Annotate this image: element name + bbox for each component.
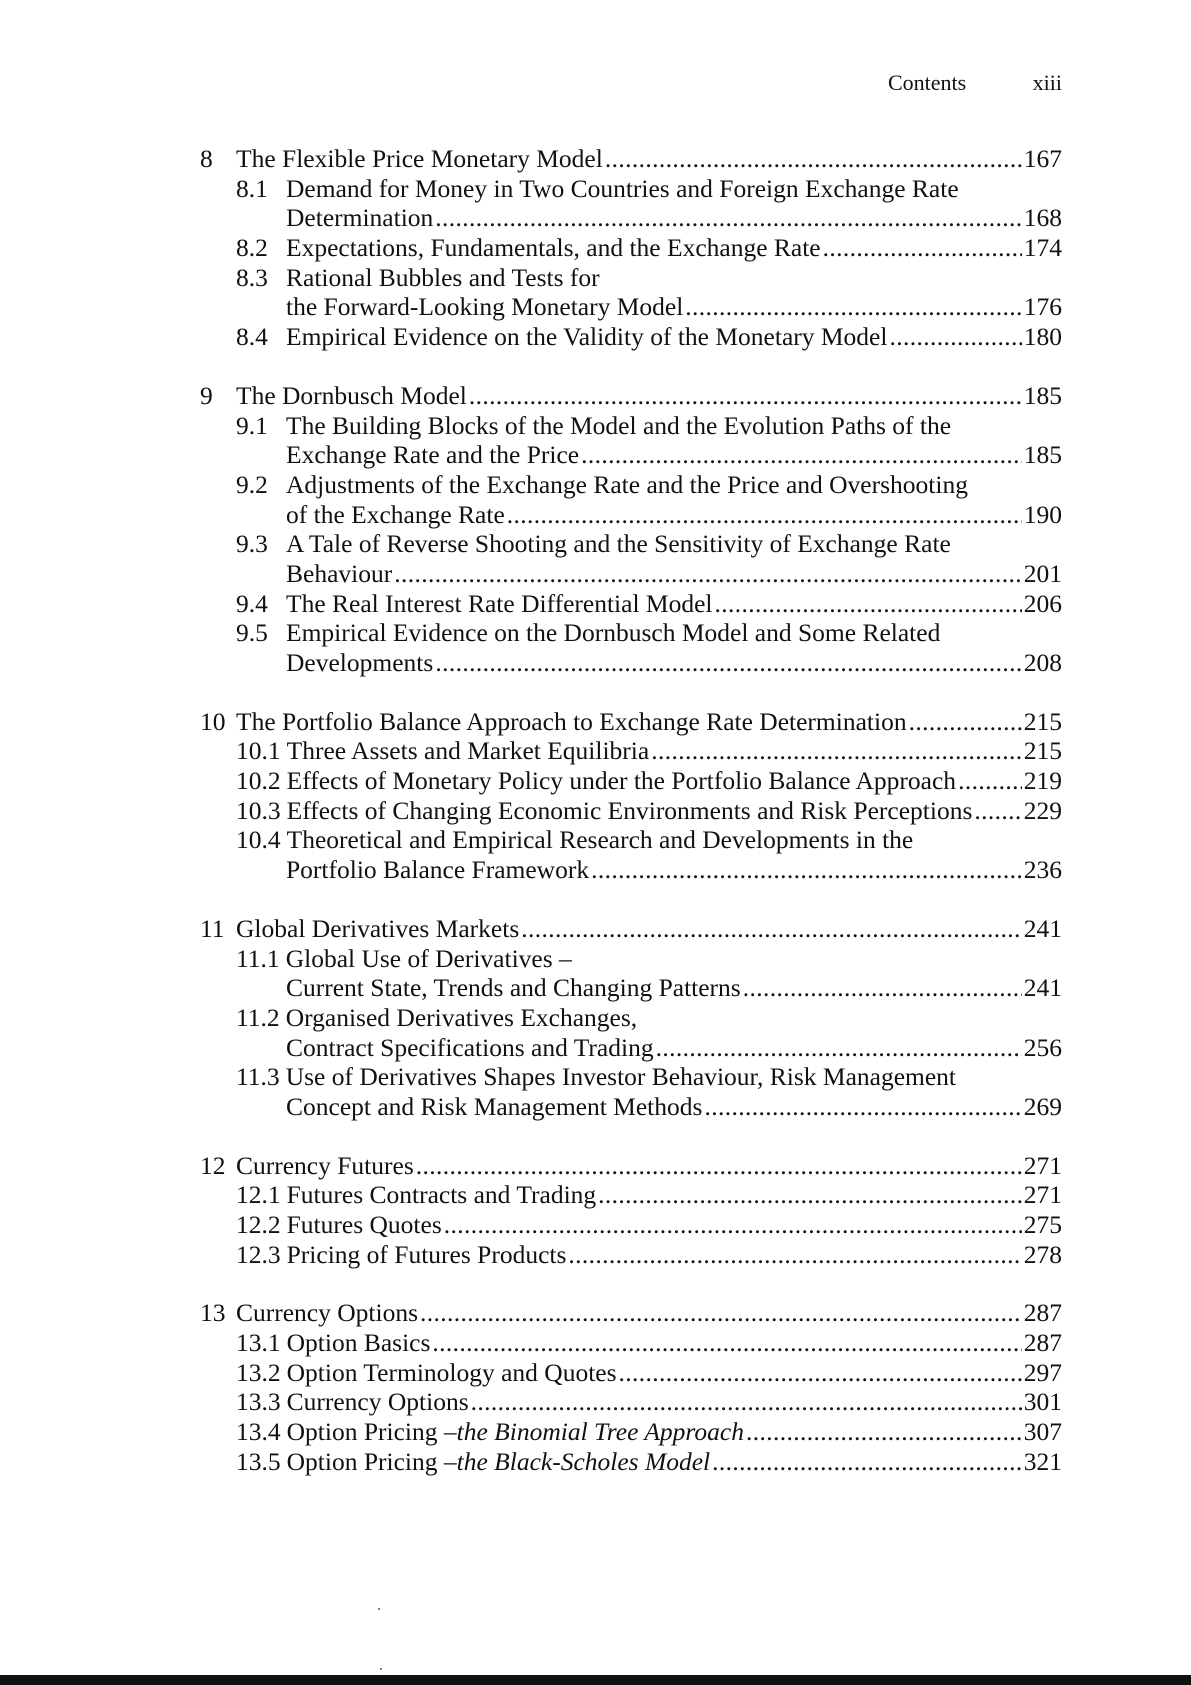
chapter-title: Currency Options: [236, 1298, 419, 1328]
chapter-number: 12: [200, 1150, 226, 1180]
section-title-italic: the Binomial Tree Approach: [456, 1417, 744, 1447]
toc-section-line[interactable]: [236, 1003, 1062, 1033]
toc-section-continuation[interactable]: [286, 648, 1062, 678]
leader-dots: [704, 1092, 1021, 1122]
section-title: Portfolio Balance Framework: [286, 855, 590, 885]
section-title: Organised Derivatives Exchanges,: [285, 1002, 638, 1032]
section-page-number: 219: [1023, 766, 1062, 796]
toc-chapter-line[interactable]: [200, 914, 1062, 944]
section-number: 9.3: [236, 529, 268, 559]
section-number: 12.2: [236, 1210, 281, 1239]
section-title: Futures Quotes: [286, 1210, 442, 1239]
section-number: 8.2: [236, 233, 268, 263]
toc-section-line[interactable]: [236, 796, 1062, 826]
toc-chapter: [200, 381, 1062, 678]
section-page-number: 271: [1023, 1180, 1062, 1210]
toc-section-line[interactable]: [236, 529, 1062, 559]
leader-dots: [685, 292, 1021, 322]
section-page-number: 287: [1023, 1328, 1062, 1358]
leader-dots: [435, 648, 1021, 678]
toc-chapter: [200, 707, 1062, 885]
toc-section-line[interactable]: [236, 233, 1062, 263]
chapter-number: 10: [200, 706, 226, 736]
toc-section-line[interactable]: [236, 1387, 1062, 1417]
section-title: Option Basics: [286, 1328, 431, 1358]
section-page-number: 185: [1023, 440, 1062, 470]
leader-dots: [507, 500, 1022, 530]
section-number: 12.1: [236, 1180, 281, 1210]
section-number: 13.2: [236, 1357, 281, 1387]
header-page-number: xiii: [1032, 70, 1062, 95]
chapter-number: 9: [200, 380, 213, 410]
toc-section-line[interactable]: [236, 736, 1062, 766]
table-of-contents: [200, 144, 1062, 1506]
leader-dots: [591, 855, 1022, 885]
leader-dots: [605, 144, 1022, 174]
section-page-number: 275: [1023, 1210, 1062, 1239]
section-title: Contract Specifications and Trading: [286, 1032, 654, 1062]
section-title: Option Pricing –: [286, 1446, 457, 1476]
toc-section-line[interactable]: [236, 1062, 1062, 1092]
leader-dots: [416, 1151, 1022, 1181]
section-title: Three Assets and Market Equilibria: [286, 736, 650, 766]
section-title: Global Use of Derivatives –: [285, 943, 572, 973]
leader-dots: [432, 1328, 1021, 1358]
section-page-number: 236: [1023, 855, 1062, 885]
leader-dots: [581, 440, 1022, 470]
toc-section-continuation[interactable]: [286, 440, 1062, 470]
section-number: 13.4: [236, 1417, 281, 1447]
scan-speck: [380, 1668, 382, 1670]
leader-dots: [743, 973, 1022, 1003]
section-page-number: 301: [1023, 1387, 1062, 1417]
section-page-number: 229: [1023, 795, 1062, 825]
section-number: 9.4: [236, 588, 268, 618]
toc-section-line[interactable]: [236, 322, 1062, 352]
section-title: Effects of Changing Economic Environments and Risk Perceptions: [286, 795, 973, 825]
leader-dots: [471, 1387, 1022, 1417]
toc-section-continuation[interactable]: [286, 1092, 1062, 1122]
section-number: 11.1: [236, 943, 280, 973]
toc-section-continuation[interactable]: [286, 973, 1062, 1003]
section-page-number: 168: [1023, 203, 1062, 233]
section-title: Currency Options: [286, 1387, 469, 1417]
chapter-title: The Flexible Price Monetary Model: [236, 144, 603, 173]
section-number: 8.4: [236, 322, 268, 352]
section-page-number: 208: [1023, 648, 1062, 677]
leader-dots: [598, 1180, 1022, 1210]
section-title: Use of Derivatives Shapes Investor Behaviour, Risk Management: [285, 1062, 957, 1092]
toc-section-continuation[interactable]: [286, 1033, 1062, 1063]
chapter-number: 8: [200, 144, 213, 173]
section-page-number: 269: [1023, 1091, 1062, 1121]
leader-dots: [823, 233, 1022, 263]
section-number: 9.2: [236, 469, 268, 499]
leader-dots: [435, 203, 1021, 233]
section-title: Option Pricing –: [286, 1417, 457, 1447]
toc-section-line[interactable]: [236, 1180, 1062, 1210]
section-title: of the Exchange Rate: [286, 499, 505, 529]
section-number: 10.1: [236, 736, 281, 766]
toc-section-continuation[interactable]: [286, 292, 1062, 322]
header-section-title: Contents: [888, 70, 967, 95]
chapter-title: The Dornbusch Model: [236, 380, 467, 410]
toc-chapter: [200, 1298, 1062, 1476]
section-title: The Real Interest Rate Differential Model: [286, 588, 713, 618]
toc-section-line[interactable]: [236, 1358, 1062, 1388]
section-page-number: 321: [1023, 1446, 1062, 1476]
section-page-number: 307: [1023, 1417, 1062, 1447]
leader-dots: [974, 796, 1021, 826]
section-page-number: 241: [1023, 973, 1062, 1003]
section-title: A Tale of Reverse Shooting and the Sensitivity of Exchange Rate: [286, 529, 951, 559]
toc-section-line[interactable]: [236, 470, 1062, 500]
section-title: Expectations, Fundamentals, and the Exchange Rate: [286, 233, 821, 263]
chapter-number: 11: [200, 913, 225, 943]
section-title: Exchange Rate and the Price: [286, 440, 580, 470]
chapter-page-number: 287: [1023, 1298, 1062, 1328]
section-title: Option Terminology and Quotes: [286, 1357, 617, 1387]
leader-dots: [394, 559, 1022, 589]
section-number: 8.3: [236, 262, 268, 292]
section-page-number: 215: [1023, 736, 1062, 766]
toc-section-line[interactable]: [236, 766, 1062, 796]
section-title: Rational Bubbles and Tests for: [286, 262, 600, 292]
chapter-title: Global Derivatives Markets: [236, 913, 520, 943]
leader-dots: [651, 736, 1022, 766]
section-page-number: 174: [1023, 233, 1062, 263]
section-title-italic: the Black-Scholes Model: [456, 1446, 711, 1476]
chapter-page-number: 241: [1023, 913, 1062, 943]
section-title: Empirical Evidence on the Dornbusch Model and Some Related: [286, 618, 941, 648]
leader-dots: [420, 1298, 1022, 1328]
toc-chapter-line[interactable]: [200, 144, 1062, 174]
leader-dots: [656, 1033, 1022, 1063]
leader-dots: [521, 914, 1021, 944]
toc-section-line[interactable]: [236, 825, 1062, 855]
chapter-page-number: 167: [1023, 144, 1062, 173]
section-number: 8.1: [236, 173, 268, 203]
chapter-page-number: 271: [1023, 1150, 1062, 1180]
section-number: 10.4: [236, 825, 281, 855]
toc-section-line[interactable]: [236, 1210, 1062, 1240]
toc-chapter-line[interactable]: [200, 381, 1062, 411]
section-number: 11.2: [236, 1002, 280, 1032]
toc-section-line[interactable]: [236, 1328, 1062, 1358]
section-number: 13.3: [236, 1387, 281, 1417]
section-title: Theoretical and Empirical Research and Developments in the: [286, 825, 914, 855]
toc-chapter: [200, 914, 1062, 1122]
toc-chapter: [200, 1151, 1062, 1270]
chapter-number: 13: [200, 1298, 226, 1328]
section-title: Effects of Monetary Policy under the Portfolio Balance Approach: [286, 766, 957, 796]
scan-bottom-edge: [0, 1675, 1191, 1685]
toc-section-line[interactable]: [236, 174, 1062, 204]
section-title: Pricing of Futures Products: [286, 1239, 567, 1269]
section-number: 12.3: [236, 1239, 281, 1269]
section-title: the Forward-Looking Monetary Model: [286, 292, 684, 322]
chapter-page-number: 185: [1023, 380, 1062, 410]
leader-dots: [889, 322, 1021, 352]
toc-section-continuation[interactable]: [286, 203, 1062, 233]
section-number: 10.2: [236, 766, 281, 796]
section-page-number: 176: [1023, 292, 1062, 322]
leader-dots: [958, 766, 1022, 796]
section-number: 11.3: [236, 1062, 280, 1092]
section-page-number: 180: [1023, 322, 1062, 352]
section-page-number: 256: [1023, 1032, 1062, 1062]
chapter-title: The Portfolio Balance Approach to Exchange Rate Determination: [236, 706, 907, 736]
section-number: 13.5: [236, 1446, 281, 1476]
section-title: Behaviour: [286, 558, 393, 588]
leader-dots: [909, 707, 1022, 737]
section-number: 10.3: [236, 795, 281, 825]
leader-dots: [568, 1240, 1021, 1270]
section-title: Current State, Trends and Changing Patterns: [286, 973, 741, 1003]
toc-section-continuation[interactable]: [286, 855, 1062, 885]
toc-chapter-line[interactable]: [200, 1298, 1062, 1328]
chapter-page-number: 215: [1023, 706, 1062, 736]
toc-section-line[interactable]: [236, 944, 1062, 974]
scan-speck: [378, 1608, 380, 1610]
section-title: Futures Contracts and Trading: [286, 1180, 597, 1210]
section-page-number: 201: [1023, 558, 1062, 588]
toc-chapter: [200, 144, 1062, 352]
toc-section-line[interactable]: [236, 1447, 1062, 1477]
toc-chapter-line[interactable]: [200, 1151, 1062, 1181]
section-page-number: 206: [1023, 588, 1062, 618]
toc-section-continuation[interactable]: [286, 559, 1062, 589]
toc-chapter-line[interactable]: [200, 707, 1062, 737]
toc-section-line[interactable]: [236, 1417, 1062, 1447]
toc-section-continuation[interactable]: [286, 500, 1062, 530]
section-title: Demand for Money in Two Countries and Foreign Exchange Rate: [286, 173, 959, 203]
leader-dots: [715, 589, 1022, 619]
leader-dots: [444, 1210, 1022, 1240]
toc-section-line[interactable]: [236, 589, 1062, 619]
section-title: Determination: [286, 203, 434, 233]
section-title: The Building Blocks of the Model and the Evolution Paths of the: [286, 410, 952, 440]
section-title: Empirical Evidence on the Validity of the Monetary Model: [286, 322, 888, 352]
section-title: Developments: [286, 648, 434, 677]
leader-dots: [619, 1358, 1022, 1388]
section-title: Concept and Risk Management Methods: [286, 1091, 703, 1121]
section-title: Adjustments of the Exchange Rate and the Price and Overshooting: [286, 469, 968, 499]
section-number: 9.1: [236, 410, 268, 440]
toc-section-line[interactable]: [236, 263, 1062, 293]
toc-section-line[interactable]: [236, 1240, 1062, 1270]
section-page-number: 278: [1023, 1239, 1062, 1269]
leader-dots: [746, 1417, 1022, 1447]
section-page-number: 297: [1023, 1357, 1062, 1387]
section-page-number: 190: [1023, 499, 1062, 529]
leader-dots: [469, 381, 1022, 411]
running-header: [888, 70, 1062, 96]
toc-section-line[interactable]: [236, 411, 1062, 441]
section-number: 13.1: [236, 1328, 281, 1358]
leader-dots: [712, 1447, 1022, 1477]
toc-section-line[interactable]: [236, 618, 1062, 648]
section-number: 9.5: [236, 618, 268, 648]
chapter-title: Currency Futures: [236, 1150, 414, 1180]
